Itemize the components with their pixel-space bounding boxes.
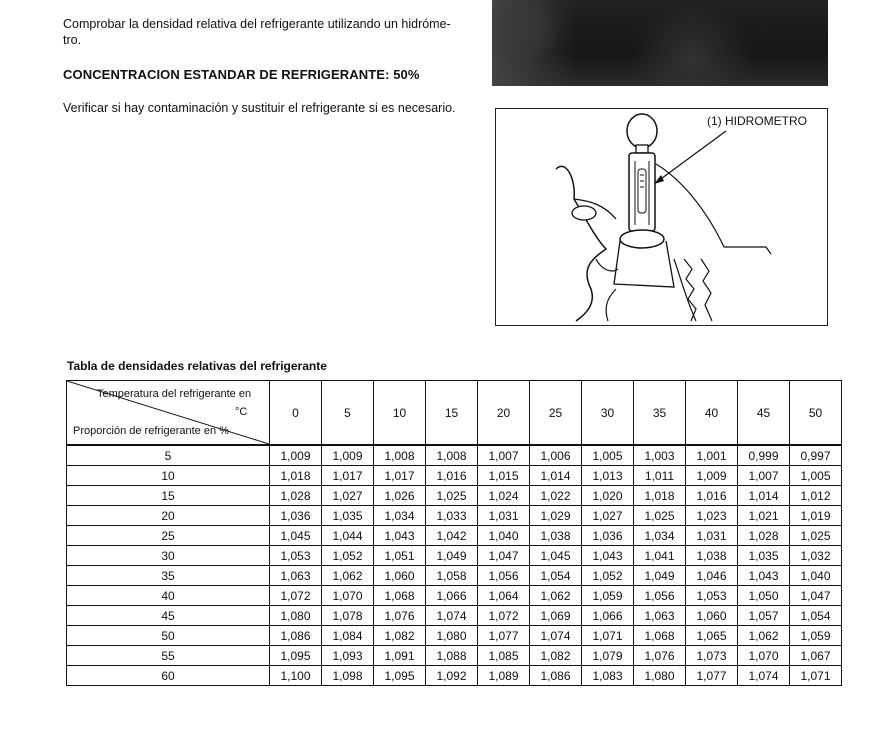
density-value-cell: 1,086 [530, 666, 582, 686]
density-value-cell: 1,033 [426, 506, 478, 526]
proportion-cell: 40 [67, 586, 270, 606]
density-value-cell: 1,005 [790, 466, 842, 486]
density-value-cell: 1,036 [582, 526, 634, 546]
density-value-cell: 1,049 [634, 566, 686, 586]
table-row [67, 526, 842, 546]
density-value-cell: 1,043 [374, 526, 426, 546]
density-value-cell: 1,047 [478, 546, 530, 566]
intro-line-1: Comprobar la densidad relativa del refrigerante utilizando un hidróme- [63, 17, 451, 31]
density-value-cell: 1,080 [270, 606, 322, 626]
intro-line-2: tro. [63, 33, 82, 47]
density-value-cell: 1,043 [738, 566, 790, 586]
density-value-cell: 1,023 [686, 506, 738, 526]
table-row [67, 466, 842, 486]
density-value-cell: 1,036 [270, 506, 322, 526]
density-value-cell: 1,074 [530, 626, 582, 646]
density-value-cell: 0,997 [790, 445, 842, 466]
density-value-cell: 1,047 [790, 586, 842, 606]
density-value-cell: 1,093 [322, 646, 374, 666]
corner-temperature-label: Temperatura del refrigerante en [97, 388, 252, 400]
density-value-cell: 1,095 [270, 646, 322, 666]
density-value-cell: 1,073 [686, 646, 738, 666]
proportion-cell: 25 [67, 526, 270, 546]
density-value-cell: 1,078 [322, 606, 374, 626]
density-value-cell: 1,080 [426, 626, 478, 646]
density-value-cell: 1,034 [374, 506, 426, 526]
density-value-cell: 1,025 [790, 526, 842, 546]
corner-temperature-unit: °C [235, 406, 248, 418]
density-value-cell: 1,069 [530, 606, 582, 626]
density-value-cell: 1,059 [582, 586, 634, 606]
density-value-cell: 1,012 [790, 486, 842, 506]
density-value-cell: 1,065 [686, 626, 738, 646]
density-value-cell: 1,008 [426, 445, 478, 466]
temperature-header: 25 [530, 381, 582, 446]
density-value-cell: 1,080 [634, 666, 686, 686]
density-value-cell: 1,034 [634, 526, 686, 546]
density-value-cell: 1,016 [686, 486, 738, 506]
temperature-header: 45 [738, 381, 790, 446]
density-value-cell: 0,999 [738, 445, 790, 466]
density-value-cell: 1,072 [478, 606, 530, 626]
density-value-cell: 1,025 [634, 506, 686, 526]
density-value-cell: 1,038 [530, 526, 582, 546]
density-value-cell: 1,058 [426, 566, 478, 586]
density-value-cell: 1,084 [322, 626, 374, 646]
density-value-cell: 1,076 [634, 646, 686, 666]
density-value-cell: 1,003 [634, 445, 686, 466]
density-value-cell: 1,040 [790, 566, 842, 586]
density-value-cell: 1,028 [270, 486, 322, 506]
table-row [67, 606, 842, 626]
density-value-cell: 1,054 [530, 566, 582, 586]
temperature-header: 40 [686, 381, 738, 446]
density-value-cell: 1,063 [634, 606, 686, 626]
proportion-cell: 60 [67, 666, 270, 686]
density-value-cell: 1,026 [374, 486, 426, 506]
density-table-title: Tabla de densidades relativas del refrigerante [67, 359, 327, 373]
density-value-cell: 1,027 [582, 506, 634, 526]
density-value-cell: 1,083 [582, 666, 634, 686]
density-value-cell: 1,006 [530, 445, 582, 466]
standard-concentration-heading: CONCENTRACION ESTANDAR DE REFRIGERANTE: 50% [63, 67, 420, 82]
table-row [67, 445, 842, 466]
density-value-cell: 1,068 [634, 626, 686, 646]
density-value-cell: 1,025 [426, 486, 478, 506]
proportion-cell: 50 [67, 626, 270, 646]
density-value-cell: 1,008 [374, 445, 426, 466]
temperature-header: 30 [582, 381, 634, 446]
density-value-cell: 1,067 [790, 646, 842, 666]
density-value-cell: 1,052 [582, 566, 634, 586]
density-value-cell: 1,089 [478, 666, 530, 686]
density-table [66, 380, 842, 686]
density-value-cell: 1,091 [374, 646, 426, 666]
table-row [67, 646, 842, 666]
density-value-cell: 1,074 [738, 666, 790, 686]
density-value-cell: 1,054 [790, 606, 842, 626]
density-value-cell: 1,092 [426, 666, 478, 686]
engine-photo-texture [492, 0, 828, 86]
density-value-cell: 1,070 [322, 586, 374, 606]
density-value-cell: 1,057 [738, 606, 790, 626]
density-value-cell: 1,071 [790, 666, 842, 686]
engine-photo [492, 0, 828, 86]
density-value-cell: 1,035 [322, 506, 374, 526]
density-value-cell: 1,021 [738, 506, 790, 526]
proportion-cell: 55 [67, 646, 270, 666]
density-value-cell: 1,082 [530, 646, 582, 666]
temperature-header: 0 [270, 381, 322, 446]
density-value-cell: 1,028 [738, 526, 790, 546]
density-value-cell: 1,045 [530, 546, 582, 566]
temperature-header: 5 [322, 381, 374, 446]
density-value-cell: 1,082 [374, 626, 426, 646]
density-value-cell: 1,053 [686, 586, 738, 606]
density-value-cell: 1,095 [374, 666, 426, 686]
density-value-cell: 1,009 [322, 445, 374, 466]
verify-instruction: Verificar si hay contaminación y sustituir el refrigerante si es necesario. [63, 101, 456, 115]
density-value-cell: 1,060 [686, 606, 738, 626]
density-value-cell: 1,079 [582, 646, 634, 666]
density-value-cell: 1,017 [322, 466, 374, 486]
temperature-header: 20 [478, 381, 530, 446]
density-value-cell: 1,007 [738, 466, 790, 486]
table-row [67, 666, 842, 686]
density-value-cell: 1,053 [270, 546, 322, 566]
density-value-cell: 1,018 [634, 486, 686, 506]
table-row [67, 586, 842, 606]
density-value-cell: 1,051 [374, 546, 426, 566]
table-row [67, 486, 842, 506]
table-row [67, 546, 842, 566]
hydrometer-figure [495, 108, 828, 326]
density-value-cell: 1,046 [686, 566, 738, 586]
density-value-cell: 1,044 [322, 526, 374, 546]
density-value-cell: 1,007 [478, 445, 530, 466]
density-value-cell: 1,071 [582, 626, 634, 646]
density-value-cell: 1,009 [686, 466, 738, 486]
table-corner-cell [67, 381, 270, 446]
density-value-cell: 1,042 [426, 526, 478, 546]
density-value-cell: 1,032 [790, 546, 842, 566]
density-value-cell: 1,085 [478, 646, 530, 666]
density-value-cell: 1,059 [790, 626, 842, 646]
proportion-cell: 35 [67, 566, 270, 586]
density-value-cell: 1,062 [530, 586, 582, 606]
density-value-cell: 1,062 [322, 566, 374, 586]
density-value-cell: 1,100 [270, 666, 322, 686]
density-value-cell: 1,040 [478, 526, 530, 546]
density-value-cell: 1,066 [582, 606, 634, 626]
density-value-cell: 1,064 [478, 586, 530, 606]
density-value-cell: 1,077 [686, 666, 738, 686]
density-value-cell: 1,013 [582, 466, 634, 486]
density-value-cell: 1,076 [374, 606, 426, 626]
density-value-cell: 1,086 [270, 626, 322, 646]
temperature-header: 15 [426, 381, 478, 446]
density-value-cell: 1,016 [426, 466, 478, 486]
density-value-cell: 1,063 [270, 566, 322, 586]
density-value-cell: 1,027 [322, 486, 374, 506]
density-value-cell: 1,005 [582, 445, 634, 466]
density-value-cell: 1,077 [478, 626, 530, 646]
proportion-cell: 20 [67, 506, 270, 526]
density-value-cell: 1,017 [374, 466, 426, 486]
density-value-cell: 1,031 [686, 526, 738, 546]
density-value-cell: 1,018 [270, 466, 322, 486]
density-value-cell: 1,001 [686, 445, 738, 466]
table-row [67, 506, 842, 526]
temperature-header: 10 [374, 381, 426, 446]
density-value-cell: 1,024 [478, 486, 530, 506]
density-table-body [67, 445, 842, 686]
proportion-cell: 15 [67, 486, 270, 506]
density-value-cell: 1,014 [738, 486, 790, 506]
hydrometer-illustration-icon [496, 109, 826, 324]
density-value-cell: 1,035 [738, 546, 790, 566]
temperature-header: 50 [790, 381, 842, 446]
density-value-cell: 1,031 [478, 506, 530, 526]
density-value-cell: 1,050 [738, 586, 790, 606]
density-value-cell: 1,088 [426, 646, 478, 666]
density-value-cell: 1,049 [426, 546, 478, 566]
density-value-cell: 1,038 [686, 546, 738, 566]
density-value-cell: 1,068 [374, 586, 426, 606]
table-row [67, 566, 842, 586]
density-value-cell: 1,045 [270, 526, 322, 546]
proportion-cell: 10 [67, 466, 270, 486]
density-value-cell: 1,056 [478, 566, 530, 586]
density-value-cell: 1,020 [582, 486, 634, 506]
hydrometer-label: (1) HIDROMETRO [707, 114, 807, 128]
temperature-header: 35 [634, 381, 686, 446]
density-value-cell: 1,022 [530, 486, 582, 506]
proportion-cell: 5 [67, 445, 270, 466]
density-value-cell: 1,029 [530, 506, 582, 526]
density-value-cell: 1,041 [634, 546, 686, 566]
proportion-cell: 30 [67, 546, 270, 566]
density-value-cell: 1,052 [322, 546, 374, 566]
table-row [67, 626, 842, 646]
density-value-cell: 1,011 [634, 466, 686, 486]
proportion-cell: 45 [67, 606, 270, 626]
density-value-cell: 1,066 [426, 586, 478, 606]
intro-paragraph [63, 16, 478, 48]
corner-proportion-label: Proporción de refrigerante en % [73, 425, 229, 437]
density-value-cell: 1,019 [790, 506, 842, 526]
density-value-cell: 1,060 [374, 566, 426, 586]
density-value-cell: 1,056 [634, 586, 686, 606]
density-value-cell: 1,098 [322, 666, 374, 686]
density-value-cell: 1,072 [270, 586, 322, 606]
density-value-cell: 1,062 [738, 626, 790, 646]
density-value-cell: 1,074 [426, 606, 478, 626]
density-value-cell: 1,009 [270, 445, 322, 466]
density-value-cell: 1,070 [738, 646, 790, 666]
temperature-header-row [67, 381, 842, 446]
density-value-cell: 1,014 [530, 466, 582, 486]
density-value-cell: 1,043 [582, 546, 634, 566]
density-value-cell: 1,015 [478, 466, 530, 486]
